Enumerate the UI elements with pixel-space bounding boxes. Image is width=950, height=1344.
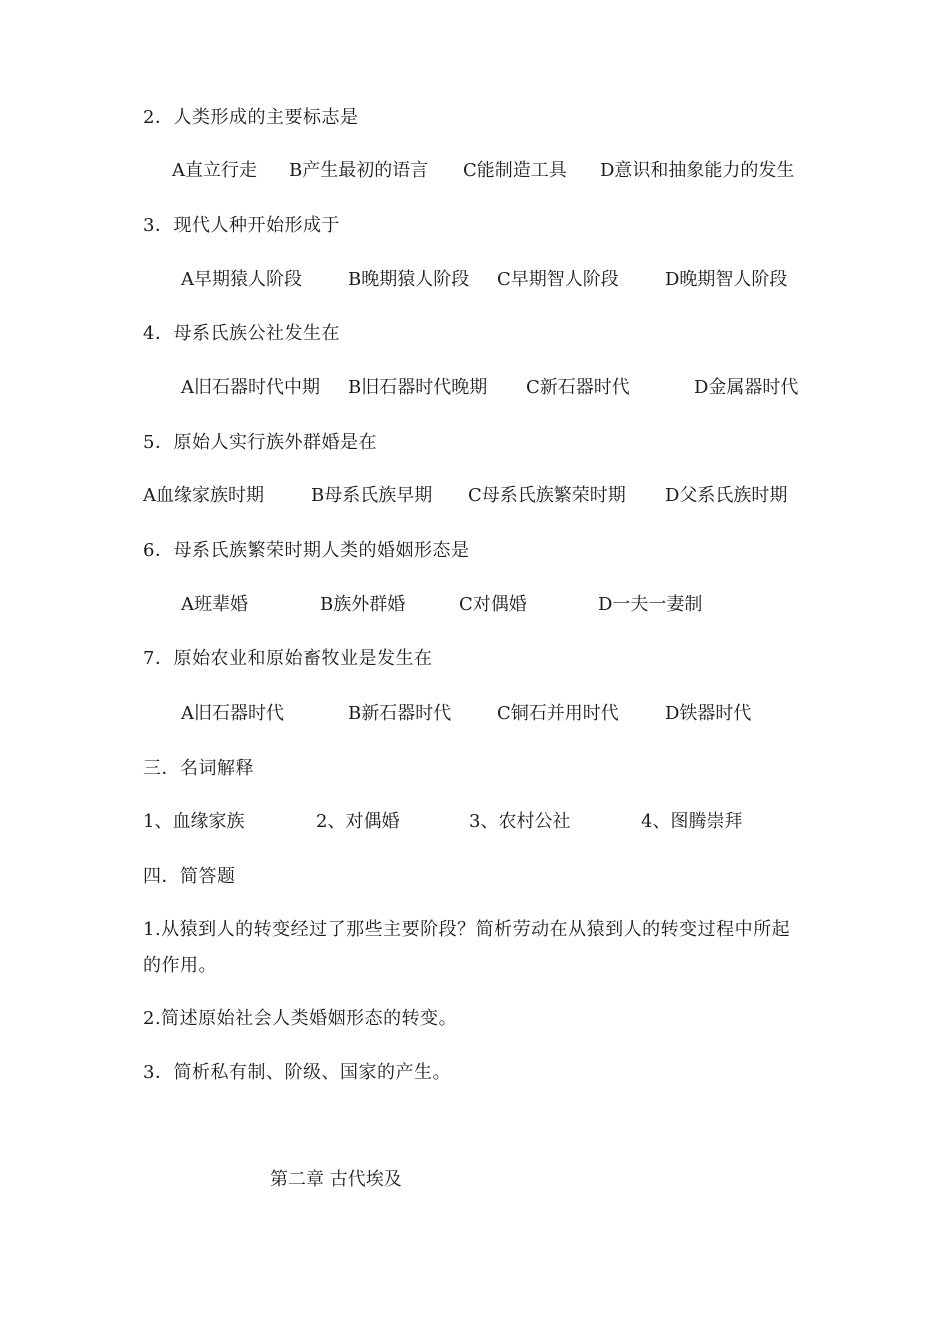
option-b: B晚期猿人阶段 xyxy=(348,269,470,290)
question-stem: 5．原始人实行族外群婚是在 xyxy=(143,432,377,453)
question-stem: 4．母系氏族公社发生在 xyxy=(143,323,340,344)
short-answer-item: 1.从猿到人的转变经过了那些主要阶段？简析劳动在从猿到人的转变过程中所起的作用。 xyxy=(143,919,791,976)
option-a: A血缘家族时期 xyxy=(143,485,264,506)
option-a: A早期猿人阶段 xyxy=(181,269,302,290)
option-c: C铜石并用时代 xyxy=(497,703,619,724)
option-c: C母系氏族繁荣时期 xyxy=(468,485,626,506)
option-a: A直立行走 xyxy=(172,160,257,181)
option-d: D铁器时代 xyxy=(665,703,752,724)
option-b: B母系氏族早期 xyxy=(311,485,433,506)
chapter-title: 第二章 古代埃及 xyxy=(270,1169,402,1190)
question-stem: 3．现代人种开始形成于 xyxy=(143,215,340,236)
option-d: D意识和抽象能力的发生 xyxy=(600,160,795,181)
short-answer-item: 3．简析私有制、阶级、国家的产生。 xyxy=(143,1062,451,1083)
option-a: A旧石器时代 xyxy=(181,703,284,724)
term-item: 2、对偶婚 xyxy=(316,811,400,832)
term-item: 1、血缘家族 xyxy=(143,811,245,832)
section-heading: 三．名词解释 xyxy=(143,758,254,779)
option-d: D父系氏族时期 xyxy=(665,485,788,506)
term-item: 3、农村公社 xyxy=(469,811,571,832)
question-stem: 6．母系氏族繁荣时期人类的婚姻形态是 xyxy=(143,540,470,561)
option-d: D金属器时代 xyxy=(694,377,799,398)
option-d: D晚期智人阶段 xyxy=(665,269,788,290)
question-stem: 7．原始农业和原始畜牧业是发生在 xyxy=(143,648,433,669)
option-b: B族外群婚 xyxy=(320,594,406,615)
option-a: A旧石器时代中期 xyxy=(181,377,320,398)
short-answer-item: 2.简述原始社会人类婚姻形态的转变。 xyxy=(143,1008,458,1029)
question-stem: 2．人类形成的主要标志是 xyxy=(143,107,359,128)
option-c: C早期智人阶段 xyxy=(497,269,619,290)
option-c: C对偶婚 xyxy=(459,594,527,615)
option-d: D一夫一妻制 xyxy=(598,594,703,615)
option-c: C能制造工具 xyxy=(463,160,567,181)
option-a: A班辈婚 xyxy=(181,594,248,615)
option-b: B新石器时代 xyxy=(348,703,452,724)
option-c: C新石器时代 xyxy=(526,377,630,398)
term-item: 4、图腾崇拜 xyxy=(641,811,743,832)
section-heading: 四．简答题 xyxy=(143,866,236,887)
option-b: B产生最初的语言 xyxy=(289,160,429,181)
option-b: B旧石器时代晚期 xyxy=(348,377,488,398)
